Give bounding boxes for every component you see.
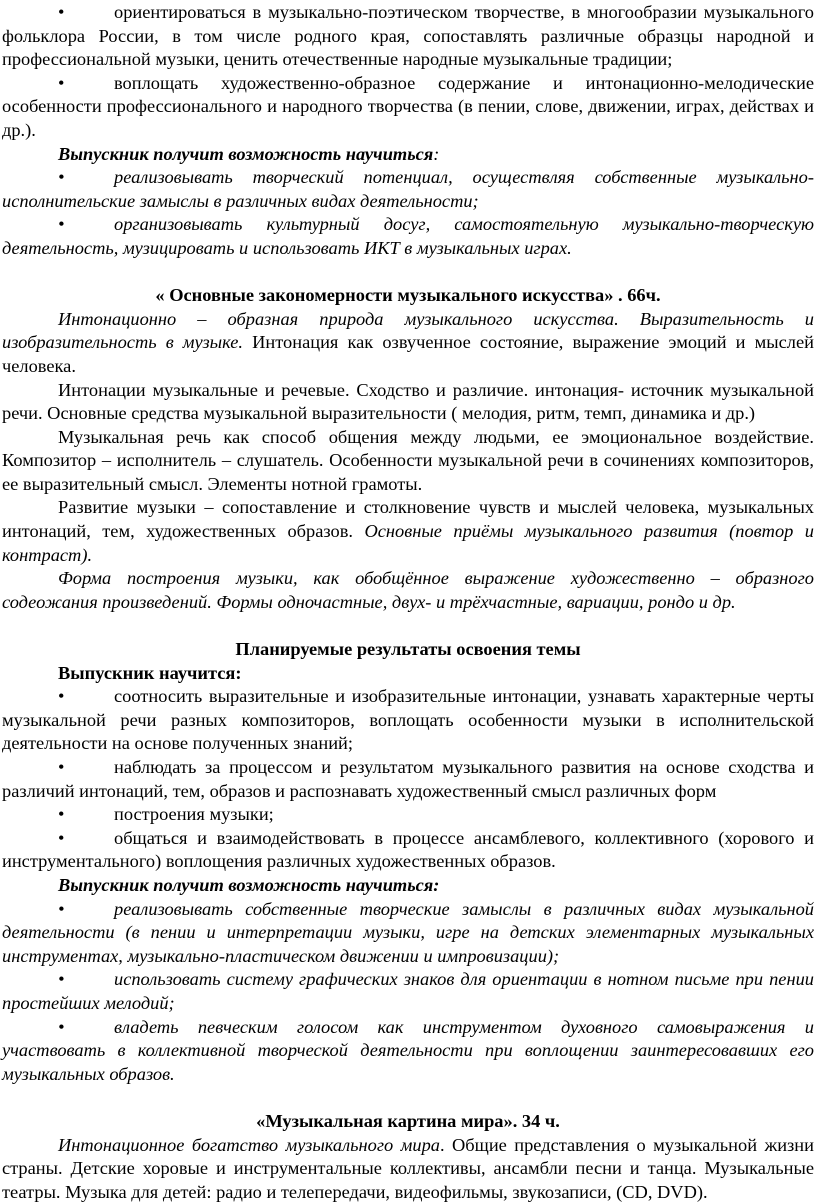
- bullet-icon: •: [58, 968, 114, 992]
- bullet-icon: •: [58, 898, 114, 922]
- section-title: Планируемые результаты освоения темы: [2, 638, 814, 662]
- bullet-icon: •: [58, 803, 114, 827]
- list-item: • реализовывать творческий потенциал, осуществляя собственные музыкально-исполнительские замыслы в различных видах деятельности;: [2, 166, 814, 213]
- opportunity-heading: Выпускник получит возможность научиться:: [2, 143, 814, 167]
- paragraph: Интонационное богатство музыкального мира. Общие представления о музыкальной жизни страны. Детские хоровые и инструментальные коллективы, ансамбли песни и танца. Музыкальные театры. Музыка для детей: радио и телепередачи, видеофильмы, звукозаписи, (CD, DVD).: [2, 1134, 814, 1204]
- bullet-icon: •: [58, 213, 114, 237]
- spacer: [2, 261, 814, 285]
- list-item: • организовывать культурный досуг, самостоятельную музыкально-творческую деятельность, музицировать и использовать ИКТ в музыкальных играх.: [2, 213, 814, 260]
- paragraph: Форма построения музыки, как обобщённое выражение художественно – образного содеожания произведений. Формы одночастные, двух- и трёхчастные, вариации, рондо и др.: [2, 567, 814, 614]
- opportunity-heading: Выпускник получит возможность научиться:: [2, 874, 814, 898]
- list-item: • общаться и взаимодействовать в процессе ансамблевого, коллективного (хорового и инструментального) воплощения различных художественных образов.: [2, 827, 814, 874]
- paragraph: Музыкальная речь как способ общения между людьми, ее эмоциональное воздействие. Композитор – исполнитель – слушатель. Особенности музыкальной речи в сочинениях композиторов, ее выразительный смысл. Элементы нотной грамоты.: [2, 426, 814, 497]
- bullet-icon: •: [58, 1016, 114, 1040]
- list-item: • наблюдать за процессом и результатом музыкального развития на основе сходства и различий интонаций, тем, образов и распознавать художественный смысл различных форм: [2, 756, 814, 803]
- paragraph: Интонационно – образная природа музыкального искусства. Выразительность и изобразительность в музыке. Интонация как озвученное состояние, выражение эмоций и мыслей человека.: [2, 308, 814, 379]
- list-item: • использовать систему графических знаков для ориентации в нотном письме при пении простейших мелодий;: [2, 968, 814, 1015]
- bullet-icon: •: [58, 1, 114, 25]
- list-item: • соотносить выразительные и изобразительные интонации, узнавать характерные черты музыкальной речи разных композиторов, воплощать особенности музыки в исполнительской деятельности на основе полученных знаний;: [2, 685, 814, 756]
- paragraph: Интонации музыкальные и речевые. Сходство и различие. интонация- источник музыкальной речи. Основные средства музыкальной выразительности ( мелодия, ритм, темп, динамика и др.): [2, 379, 814, 426]
- list-item: • воплощать художественно-образное содержание и интонационно-мелодические особенности профессионального и народного творчества (в пении, слове, движении, играх, действах и др.).: [2, 72, 814, 143]
- spacer: [2, 614, 814, 638]
- bullet-icon: •: [58, 166, 114, 190]
- bullet-icon: •: [58, 827, 114, 851]
- bullet-icon: •: [58, 72, 114, 96]
- list-item: • владеть певческим голосом как инструментом духовного самовыражения и участвовать в коллективной творческой деятельности при воплощении заинтересовавших его музыкальных образов.: [2, 1016, 814, 1087]
- list-item: • ориентироваться в музыкально-поэтическом творчестве, в многообразии музыкального фольклора России, в том числе родного края, сопоставлять различные образцы народной и профессиональной музыки, ценить отечественные народные музыкальные традиции;: [2, 1, 814, 72]
- bullet-icon: •: [58, 685, 114, 709]
- list-item: • реализовывать собственные творческие замыслы в различных видах музыкальной деятельности (в пении и интерпретации музыки, игре на детских элементарных музыкальных инструментах, музыкально-пластическом движении и импровизации);: [2, 898, 814, 969]
- section-title: « Основные закономерности музыкального искусства» . 66ч.: [2, 284, 814, 308]
- spacer: [2, 1086, 814, 1110]
- section-title: «Музыкальная картина мира». 34 ч.: [2, 1110, 814, 1134]
- learn-heading: Выпускник научится:: [2, 662, 814, 686]
- list-item: • построения музыки;: [2, 803, 814, 827]
- bullet-icon: •: [58, 756, 114, 780]
- paragraph: Развитие музыки – сопоставление и столкновение чувств и мыслей человека, музыкальных интонаций, тем, художественных образов. Основные приёмы музыкального развития (повтор и контраст).: [2, 496, 814, 567]
